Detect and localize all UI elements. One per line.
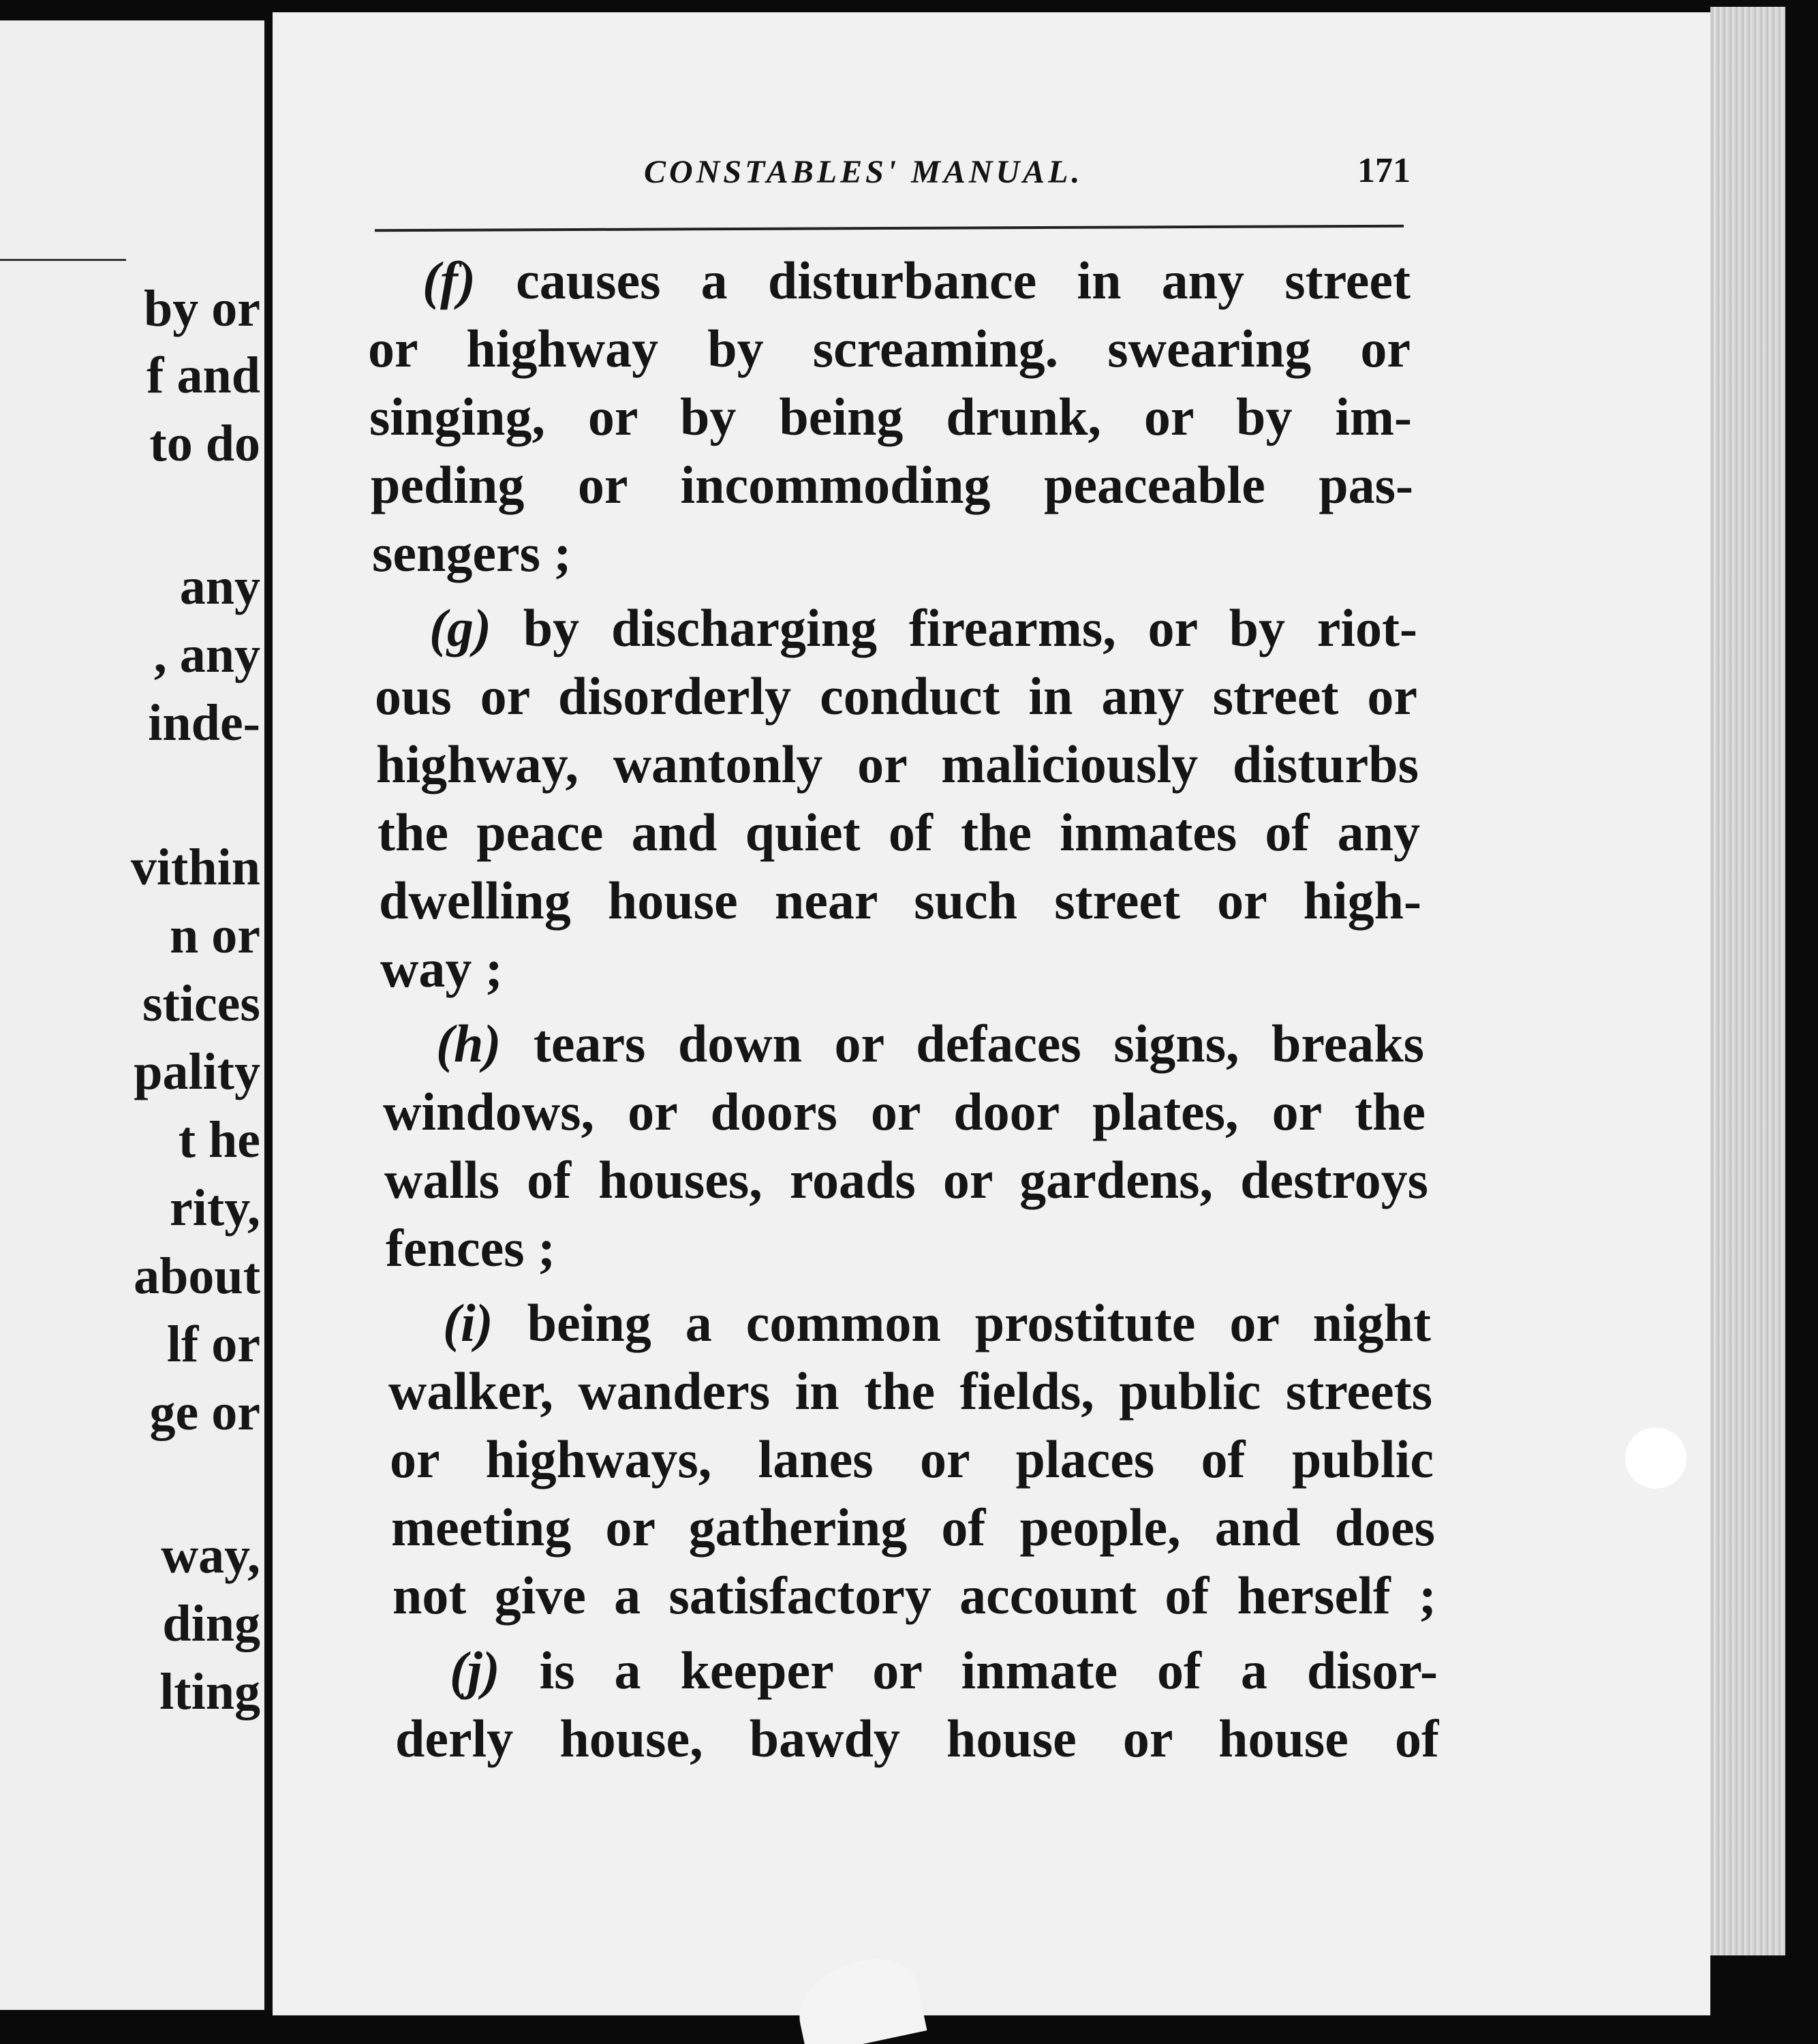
line-text: fences ; bbox=[386, 1218, 556, 1278]
text-line bbox=[450, 1644, 1438, 1705]
text-line bbox=[422, 254, 1411, 315]
line-text: being a common prostitute or night bbox=[493, 1297, 1431, 1352]
line-text: walls of houses, roads or gardens, destroys bbox=[384, 1153, 1428, 1209]
left-line: inde- bbox=[148, 694, 260, 752]
left-line: stices bbox=[142, 975, 260, 1032]
line-text: singing, or by being drunk, or by im- bbox=[369, 390, 1412, 446]
left-line: lf or bbox=[166, 1316, 260, 1373]
paper-blemish bbox=[1625, 1427, 1686, 1489]
text-line bbox=[386, 1218, 556, 1278]
line-text: tears down or defaces signs, breaks bbox=[501, 1017, 1424, 1073]
left-line: to do bbox=[149, 415, 260, 472]
left-line: ge or bbox=[149, 1384, 260, 1441]
left-line: by or bbox=[144, 280, 260, 337]
line-text: causes a disturbance in any street bbox=[475, 254, 1411, 310]
text-line bbox=[395, 1712, 1439, 1774]
text-line bbox=[379, 874, 1421, 935]
text-line bbox=[378, 806, 1420, 867]
line-text: the peace and quiet of the inmates of any bbox=[378, 806, 1420, 862]
line-text: is a keeper or inmate of a disor- bbox=[499, 1644, 1438, 1700]
text-line bbox=[388, 1365, 1432, 1426]
clause-marker: (h) bbox=[436, 1017, 502, 1073]
line-text: windows, or doors or door plates, or the bbox=[383, 1085, 1426, 1141]
line-text: or highways, lanes or places of public bbox=[390, 1433, 1434, 1489]
clause-marker: (i) bbox=[443, 1297, 493, 1352]
line-text: by discharging firearms, or by riot- bbox=[491, 602, 1417, 657]
text-line bbox=[369, 390, 1412, 452]
clause-marker: (f) bbox=[422, 254, 476, 310]
left-line: vithin bbox=[130, 839, 260, 896]
line-text: peding or incommoding peaceable pas- bbox=[371, 459, 1413, 514]
left-line: n or bbox=[170, 907, 260, 964]
line-text: walker, wanders in the fields, public streets bbox=[388, 1365, 1432, 1421]
left-line: rity, bbox=[170, 1179, 260, 1237]
text-line bbox=[384, 1153, 1428, 1215]
text-line bbox=[443, 1297, 1431, 1358]
text-line bbox=[371, 459, 1413, 520]
text-line bbox=[372, 523, 572, 583]
left-line: f and bbox=[147, 347, 260, 404]
text-line bbox=[429, 602, 1417, 663]
line-text: or highway by screaming. swearing or bbox=[368, 322, 1411, 378]
left-line: lting bbox=[159, 1663, 260, 1720]
left-line: , any bbox=[153, 626, 260, 683]
line-text: way ; bbox=[380, 939, 503, 998]
left-line: ding bbox=[162, 1595, 260, 1652]
left-line: any bbox=[179, 558, 260, 615]
text-line bbox=[436, 1017, 1424, 1079]
text-line bbox=[390, 1433, 1434, 1494]
clause-marker: (j) bbox=[450, 1644, 500, 1700]
left-line: pality bbox=[134, 1043, 260, 1100]
text-line bbox=[391, 1501, 1435, 1562]
clause-marker: (g) bbox=[429, 602, 491, 657]
page-number: 171 bbox=[1357, 151, 1411, 190]
line-text: sengers ; bbox=[372, 523, 572, 583]
line-text: derly house, bawdy house or house of bbox=[395, 1712, 1439, 1768]
line-text: highway, wantonly or maliciously disturbs bbox=[376, 738, 1419, 794]
line-text: ous or disorderly conduct in any street or bbox=[375, 670, 1417, 726]
text-line bbox=[368, 322, 1411, 384]
line-text: not give a satisfactory account of herself ; bbox=[392, 1569, 1436, 1625]
line-text: meeting or gathering of people, and does bbox=[391, 1501, 1435, 1557]
text-line bbox=[380, 939, 503, 998]
running-title: CONSTABLES' MANUAL. bbox=[644, 154, 1083, 190]
text-line bbox=[392, 1569, 1436, 1630]
line-text: dwelling house near such street or high- bbox=[379, 874, 1421, 930]
left-line: way, bbox=[161, 1527, 260, 1584]
text-line bbox=[376, 738, 1419, 799]
text-line bbox=[383, 1085, 1426, 1147]
left-line: about bbox=[134, 1248, 260, 1305]
left-line: t he bbox=[178, 1111, 260, 1168]
text-line bbox=[375, 670, 1417, 731]
